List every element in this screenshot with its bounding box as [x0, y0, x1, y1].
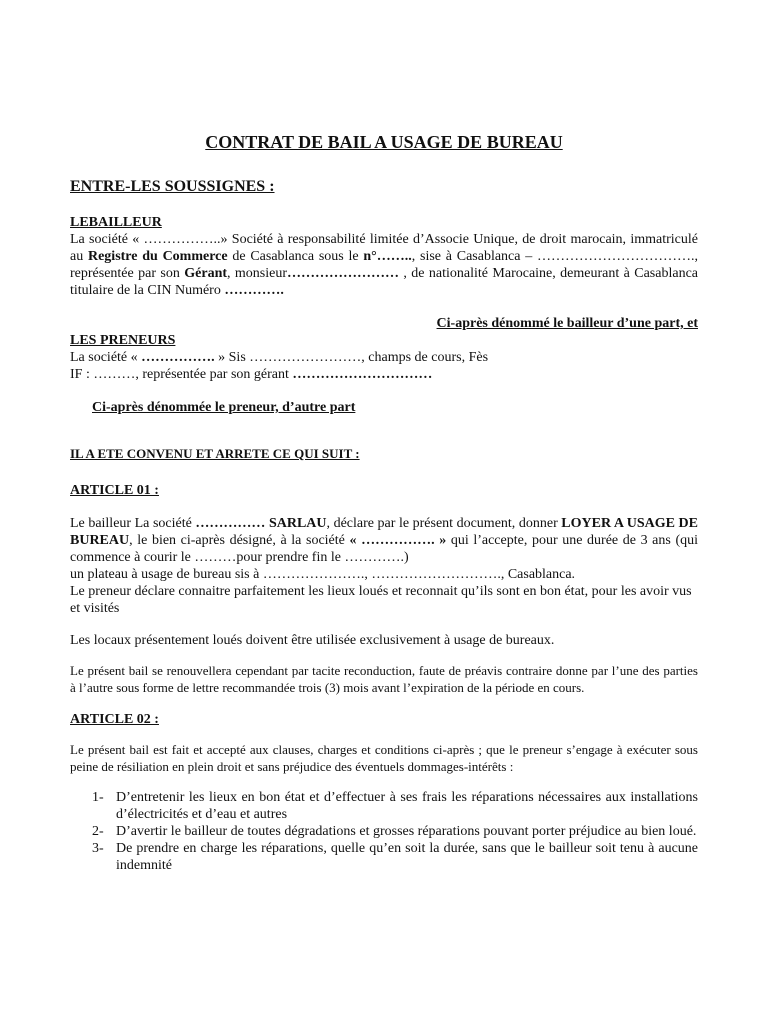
bailleur-heading: LEBAILLEUR: [70, 215, 162, 230]
gerant-label: Gérant: [184, 266, 228, 281]
a1-societe-blank: « ……………. »: [349, 533, 447, 548]
article-02-intro: Le présent bail est fait et accepté aux clauses, charges et conditions ci-après ; que le preneur s’engage à exécuter sous peine de résiliation en plein droit et sans préjudice des éventuels dommages-intérêts :: [70, 742, 698, 774]
article-01-heading: ARTICLE 01 :: [70, 483, 159, 498]
list-item: [92, 840, 698, 874]
a1-text-a: Le bailleur La société: [70, 516, 196, 531]
bailleur-designation: Ci-après dénommé le bailleur d’une part, et: [436, 316, 698, 331]
monsieur-blank: ……………………: [287, 266, 400, 281]
list-item: [92, 823, 698, 840]
cin-blank: ………….: [224, 283, 284, 298]
a1-sarlau: SARLAU: [268, 516, 327, 531]
preneur-designation: Ci-après dénommée le preneur, d’autre part: [92, 400, 356, 415]
list-text: De prendre en charge les réparations, quelle qu’en soit la durée, sans que le bailleur soit tenu à aucune indemnité: [116, 841, 698, 873]
preneur-line-1: [70, 349, 698, 366]
article-02-heading: ARTICLE 02 :: [70, 712, 159, 727]
list-number: 3-: [92, 841, 104, 856]
a1-duree-text: qui l’accepte, pour une durée de 3 ans (qui commence à courir le ………pour prendre fin le ………….): [70, 533, 699, 565]
a1-text-g: , le bien ci-après désigné, à la société: [129, 533, 350, 548]
bailleur-text-5: , de nationalité Marocaine, demeurant à Casablanca titulaire de la CIN Numéro: [70, 266, 698, 298]
bailleur-text-3: , sise à Casablanca – ……………………………., représentée par son: [70, 249, 698, 281]
registre-commerce: Registre du Commerce: [87, 249, 228, 264]
a1-blank-b: ……………: [195, 516, 266, 531]
preneur-blank-a: …………….: [141, 350, 215, 365]
article-01-plateau-line: un plateau à usage de bureau sis à …………………., ………………………., Casablanca.: [70, 567, 576, 582]
list-item: [92, 789, 698, 823]
preneurs-heading: LES PRENEURS: [70, 333, 176, 348]
preneur-text-a: La société «: [70, 350, 142, 365]
article-01-etat-line: Le preneur déclare connaitre parfaitement les lieux loués et reconnait qu’ils sont en bon état, pour les avoir vus et visités: [70, 584, 692, 616]
preneur-if-text: IF : ………, représentée par son gérant: [70, 367, 293, 382]
bailleur-text-4: , monsieur: [227, 266, 288, 281]
list-number: 1-: [92, 790, 104, 805]
parties-heading: ENTRE-LES SOUSSIGNES :: [70, 178, 275, 195]
bailleur-text-1: La société « ……………..» Société à responsabilité limitée d’Associe Unique, de droit marocain, immatriculé au: [70, 232, 698, 264]
bailleur-text-2: de Casablanca sous le: [227, 249, 364, 264]
article-01-paragraph-2: Les locaux présentement loués doivent être utilisée exclusivement à usage de bureaux.: [70, 633, 555, 648]
preneur-line-2: [70, 366, 698, 383]
article-02-list: [92, 789, 698, 874]
list-text: D’entretenir les lieux en bon état et d’effectuer à ses frais les réparations nécessaires aux installations d’électricités et d’eau et autres: [116, 790, 698, 822]
preneur-text-c: » Sis ……………………, champs de cours, Fès: [214, 350, 489, 365]
a1-loyer: LOYER A USAGE DE BUREAU: [70, 516, 698, 548]
convenu-heading: IL A ETE CONVENU ET ARRETE CE QUI SUIT :: [70, 446, 360, 461]
a1-text-e: , déclare par le présent document, donner: [326, 516, 562, 531]
registre-number: n°……..: [363, 249, 412, 264]
list-number: 2-: [92, 824, 104, 839]
article-01-paragraph-1: [70, 515, 698, 566]
contract-title: CONTRAT DE BAIL A USAGE DE BUREAU: [205, 132, 563, 152]
bailleur-paragraph: [70, 231, 698, 299]
preneur-gerant-blank: …………………………: [292, 367, 433, 382]
list-text: D’avertir le bailleur de toutes dégradations et grosses réparations pouvant porter préjudice au bien loué.: [116, 824, 697, 839]
article-01-paragraph-3: Le présent bail se renouvellera cependant par tacite reconduction, faute de préavis contraire donne par l’une des parties à l’autre sous forme de lettre recommandée trois (3) mois avant l’expiration de la période en cours.: [70, 663, 698, 695]
